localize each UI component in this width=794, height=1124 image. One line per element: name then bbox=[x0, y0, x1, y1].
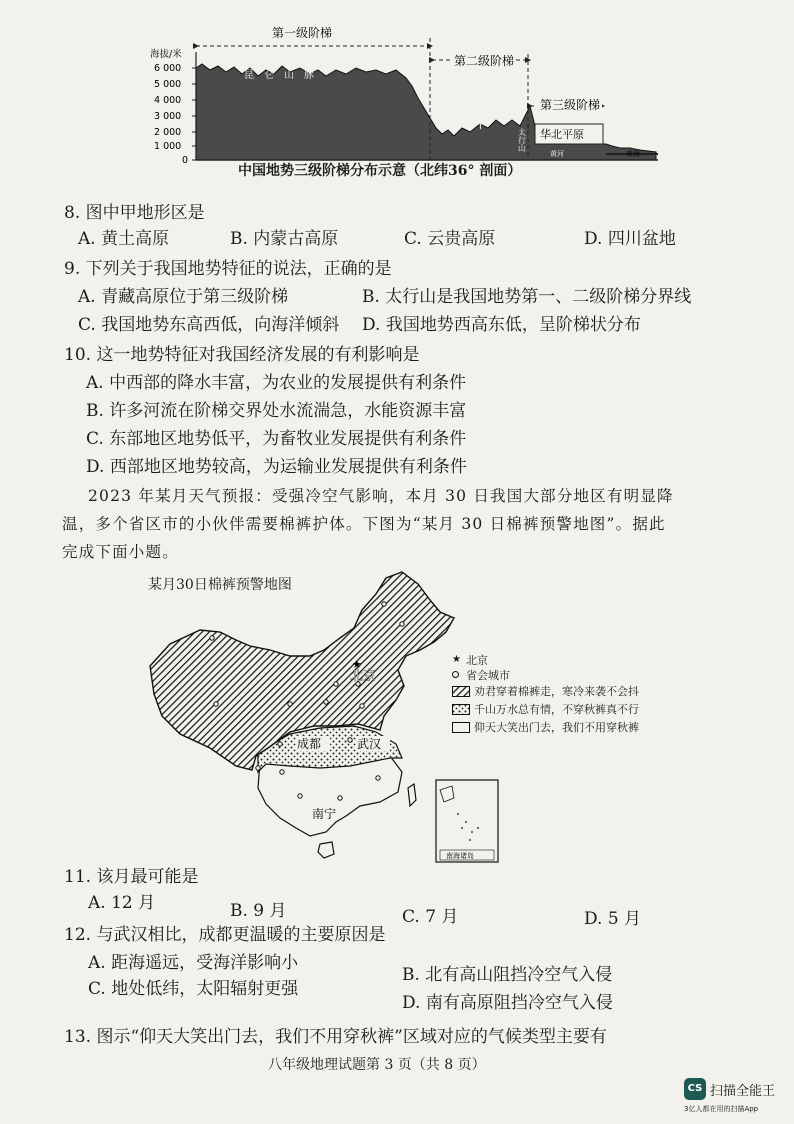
legend-blank-swatch bbox=[452, 722, 470, 733]
q11-stem: 11. 该月最可能是 bbox=[64, 867, 199, 887]
q8-option-b[interactable]: B. 内蒙古高原 bbox=[230, 229, 339, 249]
q9-stem: 9. 下列关于我国地势特征的说法，正确的是 bbox=[64, 259, 392, 279]
legend-dots-swatch bbox=[452, 704, 470, 715]
q11-option-c[interactable]: C. 7 月 bbox=[402, 907, 459, 927]
plateau-label: 青 藏 高 原 bbox=[236, 49, 328, 64]
q8-option-a[interactable]: A. 黄土高原 bbox=[78, 229, 170, 249]
ytick-6000: 6 000 bbox=[154, 63, 182, 74]
ytick-1000: 1 000 bbox=[154, 141, 182, 152]
q9-option-b[interactable]: B. 太行山是我国地势第一、二级阶梯分界线 bbox=[362, 287, 692, 307]
map-title: 某月30日棉裤预警地图 bbox=[148, 577, 292, 593]
passage-line-3: 完成下面小题。 bbox=[62, 543, 179, 561]
terrain-profile-svg bbox=[150, 10, 670, 180]
ytick-3000: 3 000 bbox=[154, 111, 182, 122]
q9-option-c[interactable]: C. 我国地势东高西低，向海洋倾斜 bbox=[78, 315, 340, 335]
map-label-wuhan: 武汉 bbox=[357, 737, 382, 751]
map-label-chengdu: 成都 bbox=[297, 737, 322, 751]
q9-option-d[interactable]: D. 我国地势西高东低，呈阶梯状分布 bbox=[362, 315, 641, 335]
q13-stem: 13. 图示“仰天大笑出门去，我们不用穿秋裤”区域对应的气候类型主要有 bbox=[64, 1027, 607, 1047]
profile-caption: 中国地势三级阶梯分布示意（北纬36° 剖面） bbox=[238, 163, 522, 179]
q8-stem: 8. 图中甲地形区是 bbox=[64, 203, 205, 223]
legend-item-beijing bbox=[452, 652, 692, 667]
huanghe-label: 黄河 bbox=[550, 150, 564, 158]
watermark-tagline: 3亿人都在用的扫描App bbox=[684, 1105, 759, 1113]
q8-option-c[interactable]: C. 云贵高原 bbox=[404, 229, 496, 249]
legend-hatch-swatch bbox=[452, 686, 470, 697]
step2-label: 第二级阶梯 bbox=[454, 54, 515, 68]
q10-stem: 10. 这一地势特征对我国经济发展的有利影响是 bbox=[64, 345, 420, 365]
huabei-label: 华北平原 bbox=[540, 128, 584, 141]
legend-star-icon: ★ bbox=[452, 654, 461, 665]
legend-label-dots: 千山万水总有情，不穿秋裤真不行 bbox=[474, 703, 639, 716]
q12-option-a[interactable]: A. 距海遥远，受海洋影响小 bbox=[88, 953, 299, 973]
legend-circle-icon bbox=[452, 668, 466, 681]
q10-option-b[interactable]: B. 许多河流在阶梯交界处水流湍急，水能资源丰富 bbox=[86, 401, 467, 421]
ytick-0: 0 bbox=[182, 155, 189, 166]
profile-y-title: 海拔/米 bbox=[150, 49, 182, 60]
ytick-2000: 2 000 bbox=[154, 127, 182, 138]
taihang-label: 太行山 bbox=[517, 128, 527, 152]
q11-option-a[interactable]: A. 12 月 bbox=[88, 893, 156, 913]
legend-label-blank: 仰天大笑出门去，我们不用穿秋裤 bbox=[474, 721, 639, 734]
legend-label-capital: 省会城市 bbox=[466, 668, 510, 682]
step3-label: 第三级阶梯 bbox=[540, 98, 601, 112]
q12-option-b[interactable]: B. 北有高山阻挡冷空气入侵 bbox=[402, 965, 613, 985]
legend-item-dots bbox=[452, 700, 692, 718]
q10-option-a[interactable]: A. 中西部的降水丰富，为农业的发展提供有利条件 bbox=[86, 373, 467, 393]
cs-logo-icon: CS bbox=[684, 1078, 706, 1100]
q10-option-c[interactable]: C. 东部地区地势低平，为畜牧业发展提供有利条件 bbox=[86, 429, 467, 449]
huanghai-label: 黄海 bbox=[626, 150, 640, 158]
legend-label-hatch: 劝君穿着棉裤走，寒冷来袭不会抖 bbox=[474, 685, 639, 698]
kunlun-label: 昆 仑 山 脉 bbox=[244, 70, 314, 81]
q10-option-d[interactable]: D. 西部地区地势较高，为运输业发展提供有利条件 bbox=[86, 457, 467, 477]
q12-option-c[interactable]: C. 地处低纬，太阳辐射更强 bbox=[88, 979, 299, 999]
legend-label-beijing: 北京 bbox=[466, 653, 488, 667]
q12-option-d[interactable]: D. 南有高原阻挡冷空气入侵 bbox=[402, 993, 613, 1013]
inset-label: 南海诸岛 bbox=[446, 852, 474, 860]
q9-option-a[interactable]: A. 青藏高原位于第三级阶梯 bbox=[78, 287, 289, 307]
q12-stem: 12. 与武汉相比，成都更温暖的主要原因是 bbox=[64, 925, 386, 945]
jia-label: 甲 bbox=[474, 117, 488, 132]
legend-item-blank bbox=[452, 718, 692, 736]
ytick-5000: 5 000 bbox=[154, 79, 182, 90]
q8-option-d[interactable]: D. 四川盆地 bbox=[584, 229, 676, 249]
taiwan bbox=[408, 784, 416, 806]
legend-item-hatch bbox=[452, 682, 692, 700]
legend-item-capital bbox=[452, 667, 692, 682]
map-label-nanning: 南宁 bbox=[312, 807, 337, 821]
watermark-name: 扫描全能王 bbox=[710, 1084, 776, 1099]
hainan bbox=[318, 842, 334, 858]
passage-line-2: 温，多个省区市的小伙伴需要棉裤护体。下图为“某月 30 日棉裤预警地图”。据此 bbox=[62, 515, 666, 533]
scanner-watermark bbox=[684, 1076, 790, 1120]
region-blank bbox=[258, 756, 402, 836]
step1-label: 第一级阶梯 bbox=[272, 26, 333, 40]
page-footer: 八年级地理试题第 3 页（共 8 页） bbox=[268, 1057, 486, 1073]
q11-option-b[interactable]: B. 9 月 bbox=[230, 901, 287, 921]
terrain-profile-diagram bbox=[150, 10, 670, 180]
q11-option-d[interactable]: D. 5 月 bbox=[584, 909, 642, 929]
passage-line-1: 2023 年某月天气预报：受强冷空气影响，本月 30 日我国大部分地区有明显降 bbox=[88, 487, 674, 505]
map-label-beijing: 北京 bbox=[350, 669, 377, 684]
map-legend bbox=[452, 652, 692, 736]
beijing-star-icon: ★ bbox=[352, 658, 362, 671]
ytick-4000: 4 000 bbox=[154, 95, 182, 106]
